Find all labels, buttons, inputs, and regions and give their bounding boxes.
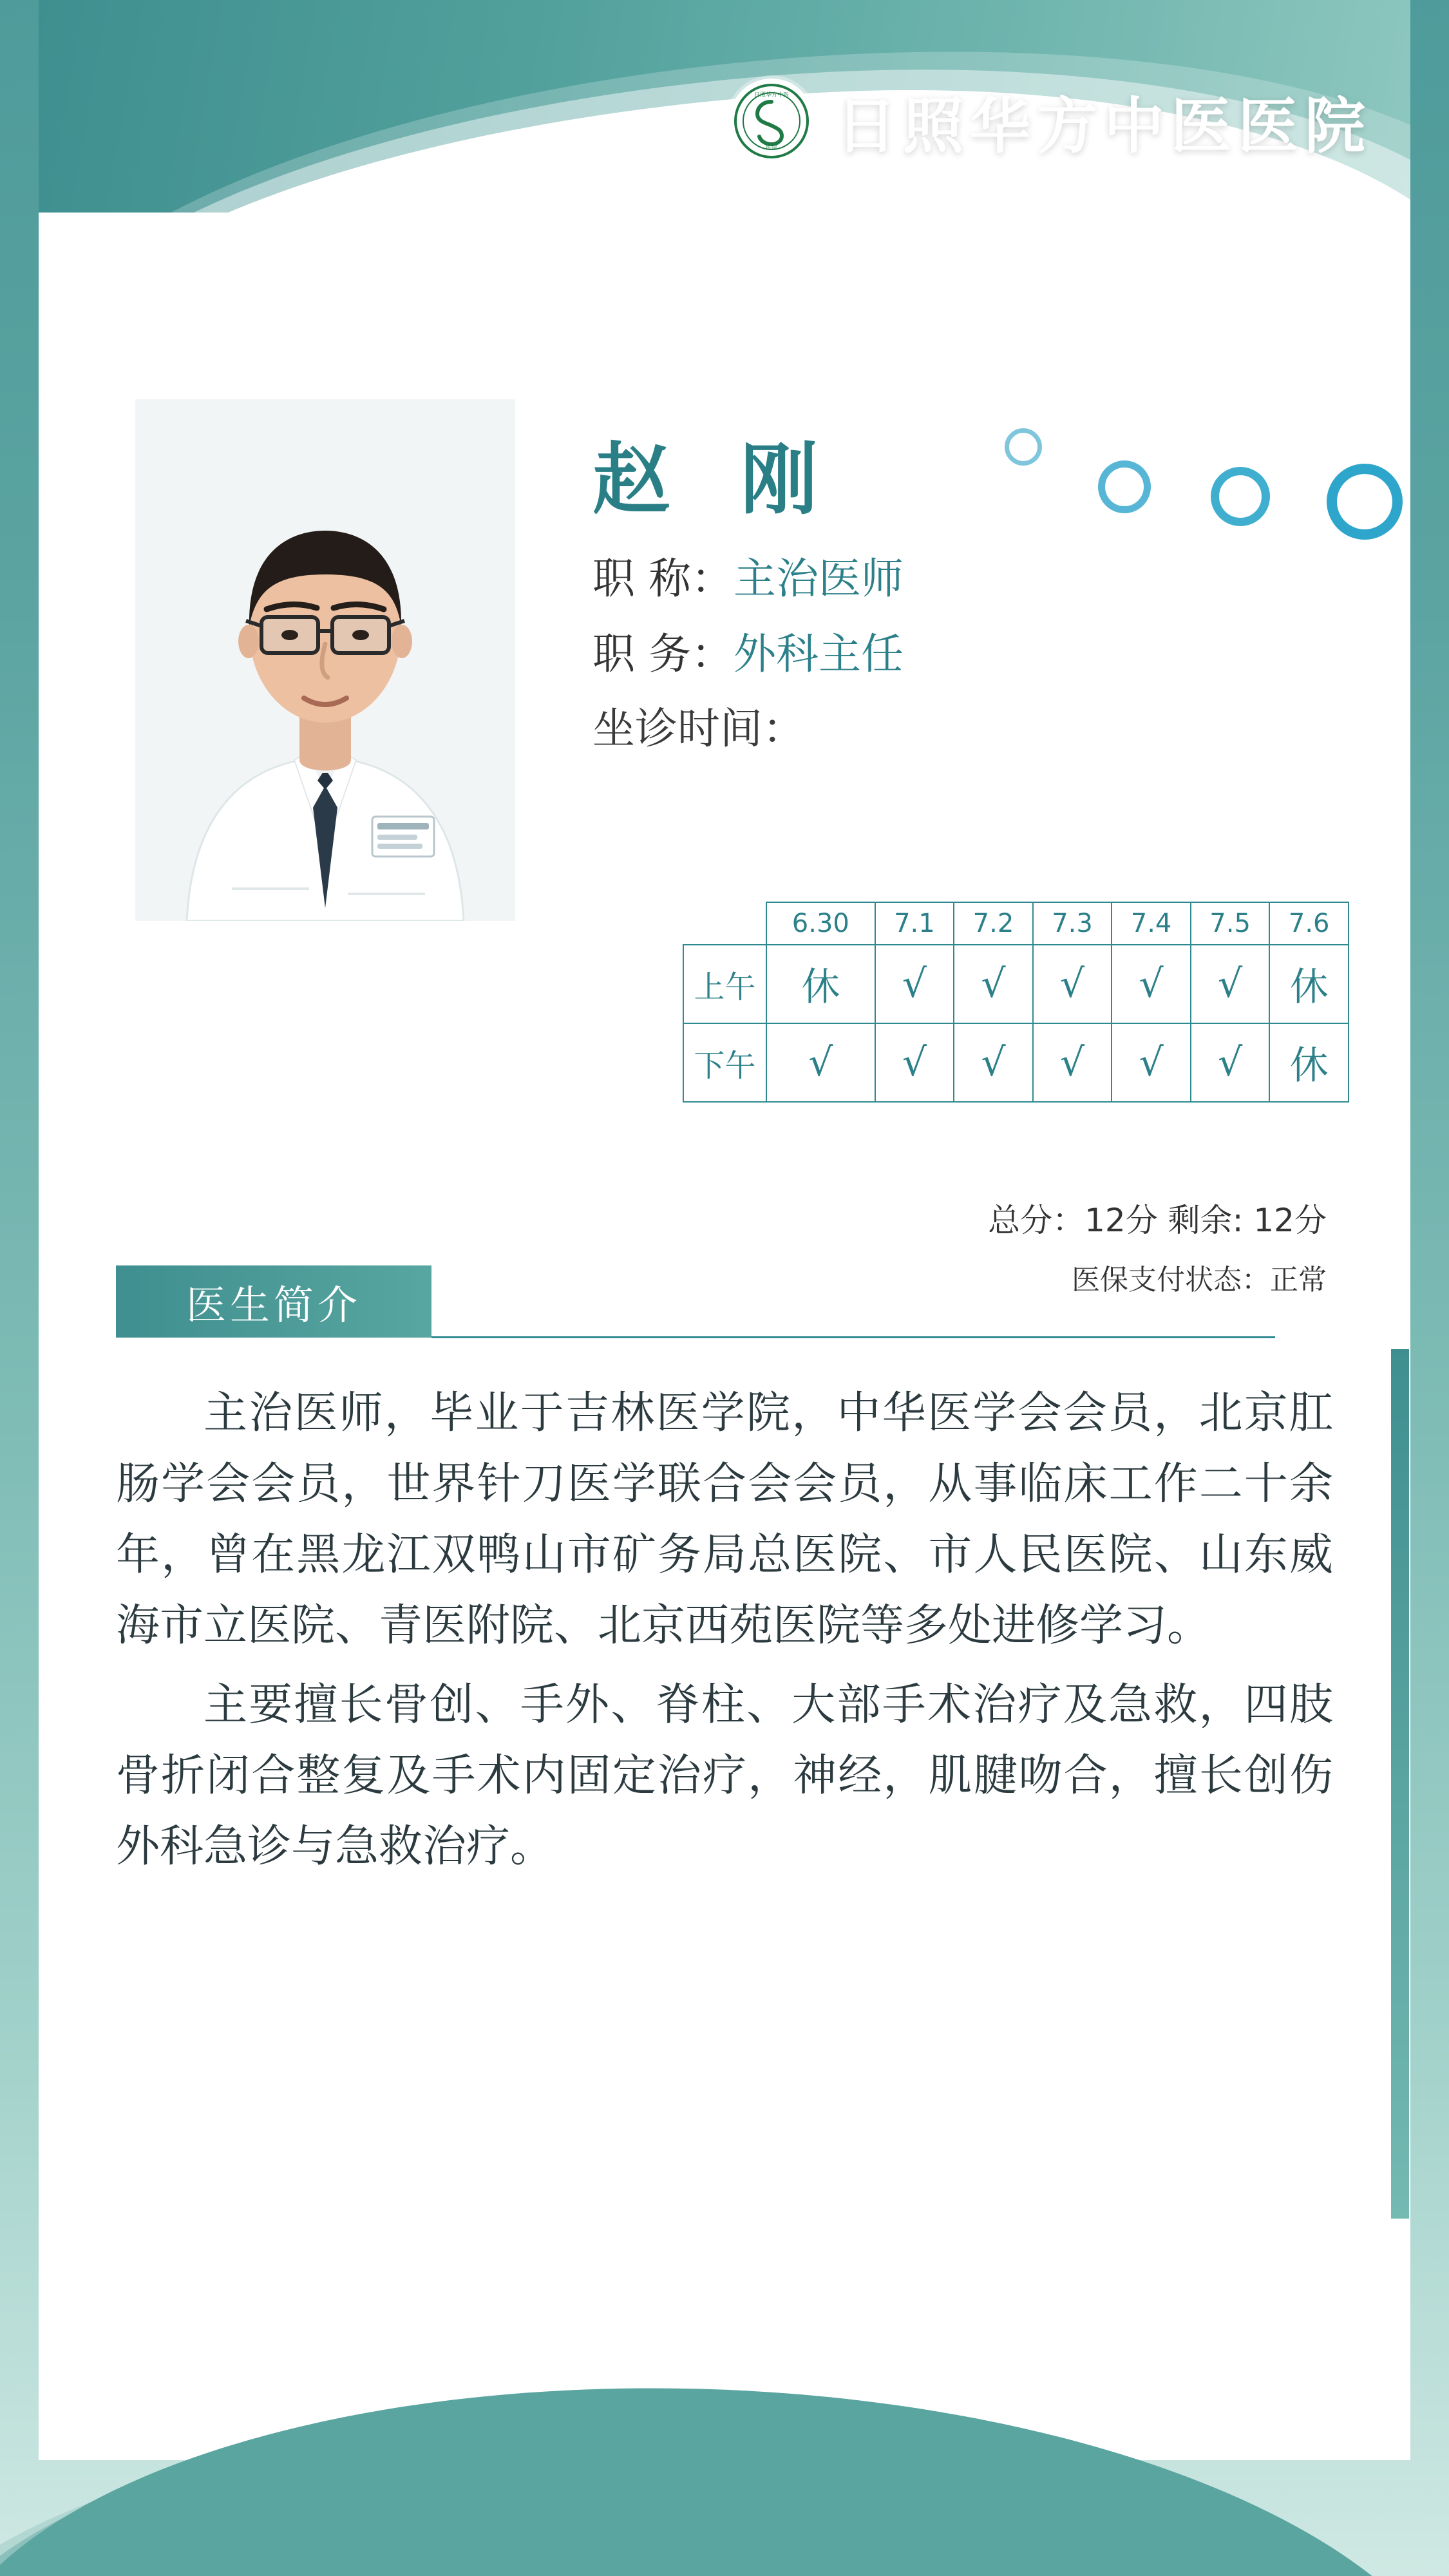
schedule-cell-afternoon-6: 休 — [1269, 1023, 1349, 1102]
schedule-date-1: 7.1 — [875, 902, 954, 945]
bio-paragraph-1: 主治医师，毕业于吉林医学院，中华医学会会员，北京肛肠学会会员，世界针刀医学联合会会员，从事临床工作二十余年，曾在黑龙江双鸭山市矿务局总医院、市人民医院、山东威海市立医院、青医附院、北京西苑医院等多处进修学习。 — [116, 1388, 1333, 1652]
schedule-label: 坐诊时间： — [592, 704, 805, 753]
schedule-date-5: 7.5 — [1191, 902, 1270, 945]
section-divider — [431, 1336, 1275, 1338]
totals-block — [988, 1195, 1327, 1298]
schedule-cell-afternoon-1: √ — [875, 1023, 954, 1102]
schedule-date-2: 7.2 — [954, 902, 1033, 945]
section-side-accent — [1391, 1349, 1409, 2219]
schedule-row-label-morning: 上午 — [683, 945, 766, 1023]
doctor-bio — [116, 1378, 1333, 1890]
schedule-cell-morning-2: √ — [954, 945, 1033, 1023]
schedule-row-label-afternoon: 下午 — [683, 1023, 766, 1102]
schedule-cell-morning-1: √ — [875, 945, 954, 1023]
hospital-emblem-icon — [729, 79, 814, 164]
doctor-duty-row — [592, 628, 1404, 681]
header-banner — [39, 0, 1410, 213]
score-summary: 总分：12分 剩余: 12分 — [988, 1202, 1327, 1239]
schedule-corner-cell — [683, 902, 766, 945]
table-row — [683, 945, 1349, 1023]
schedule-cell-afternoon-5: √ — [1191, 1023, 1270, 1102]
deco-circle-2 — [1098, 460, 1151, 513]
brand — [729, 77, 1372, 164]
footer-wave-front — [0, 2362, 1449, 2576]
doctor-portrait — [135, 399, 515, 921]
schedule-cell-morning-4: √ — [1112, 945, 1191, 1023]
schedule-cell-morning-0: 休 — [766, 945, 875, 1023]
schedule-cell-afternoon-0: √ — [766, 1023, 875, 1102]
schedule-cell-morning-3: √ — [1033, 945, 1112, 1023]
doctor-title-label: 职 称： — [592, 554, 734, 603]
deco-circle-3 — [1211, 467, 1270, 526]
section-title-bar — [116, 1265, 431, 1338]
doctor-info — [592, 435, 1404, 778]
doctor-title-row — [592, 553, 1404, 606]
poster-card — [39, 0, 1410, 2460]
table-row — [683, 1023, 1349, 1102]
doctor-duty-label: 职 务： — [592, 629, 734, 679]
svg-text:日照华方中医: 日照华方中医 — [753, 91, 789, 99]
bio-paragraph-2: 主要擅长骨创、手外、脊柱、大部手术治疗及急救，四肢骨折闭合整复及手术内固定治疗，神经，肌腱吻合，擅长创伤外科急诊与急救治疗。 — [116, 1679, 1333, 1872]
schedule-cell-afternoon-4: √ — [1112, 1023, 1191, 1102]
schedule-cell-afternoon-3: √ — [1033, 1023, 1112, 1102]
section-title-text: 医生简介 — [185, 1281, 361, 1329]
schedule-cell-afternoon-2: √ — [954, 1023, 1033, 1102]
hospital-name: 日照华方中医医院 — [835, 91, 1372, 162]
deco-circle-4 — [1327, 464, 1403, 540]
schedule-table — [683, 902, 1349, 1103]
schedule-date-6: 7.6 — [1269, 902, 1349, 945]
schedule-cell-morning-6: 休 — [1269, 945, 1349, 1023]
svg-text:医院: 医院 — [765, 144, 777, 151]
schedule-cell-morning-5: √ — [1191, 945, 1270, 1023]
doctor-duty-value: 外科主任 — [733, 629, 904, 679]
footer-wave — [0, 2215, 1449, 2576]
doctor-name: 赵 刚 — [592, 435, 840, 525]
schedule-date-3: 7.3 — [1033, 902, 1112, 945]
insurance-status: 医保支付状态：正常 — [1072, 1264, 1327, 1296]
deco-circle-1 — [1005, 428, 1042, 466]
schedule-header-row — [683, 902, 1349, 945]
doctor-title-value: 主治医师 — [733, 554, 904, 603]
schedule-date-4: 7.4 — [1112, 902, 1191, 945]
schedule-date-0: 6.30 — [766, 902, 875, 945]
